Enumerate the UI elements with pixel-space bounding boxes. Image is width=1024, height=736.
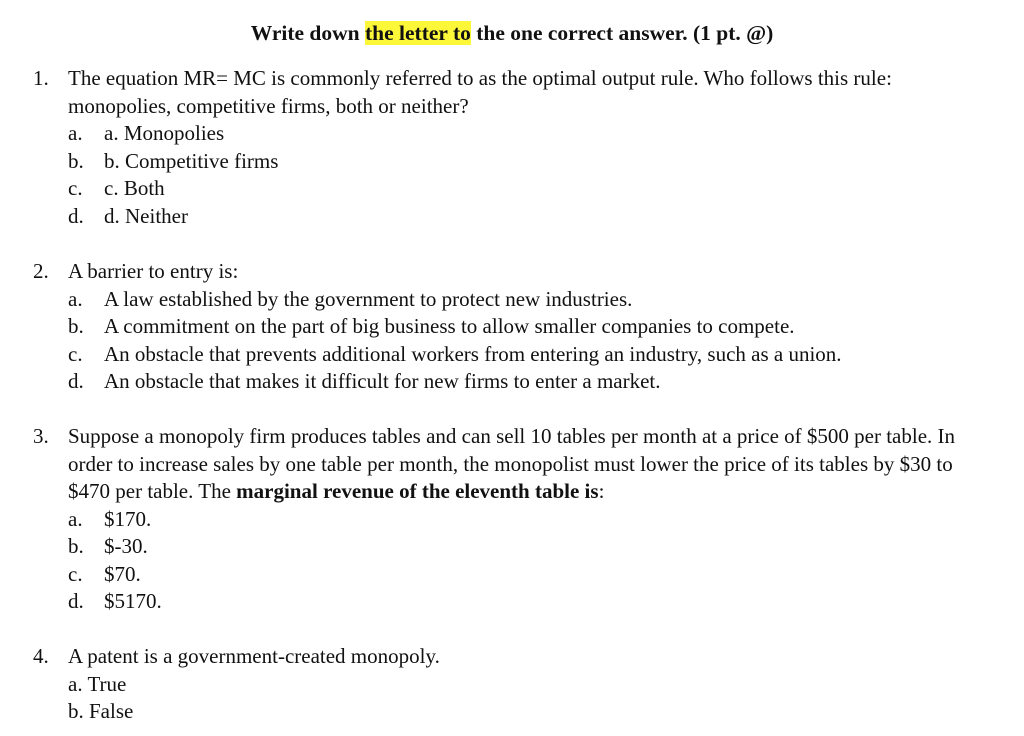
question-number: 2. xyxy=(33,259,49,283)
option-false[interactable] xyxy=(0,698,1024,726)
option-text: b. Competitive firms xyxy=(104,148,279,173)
option-text: b. False xyxy=(68,699,134,723)
option-text: A law established by the government to protect new industries. xyxy=(104,286,633,311)
question-text: A patent is a government-created monopoly. xyxy=(68,644,440,668)
question-text: A barrier to entry is: xyxy=(68,259,239,283)
option-text: $70. xyxy=(104,561,141,586)
option-letter: c. xyxy=(68,176,83,200)
question-stem xyxy=(0,423,1024,506)
options-list xyxy=(0,286,1024,396)
question-number: 3. xyxy=(33,424,49,448)
option-letter: b. xyxy=(68,534,84,558)
option-text: $5170. xyxy=(104,589,162,613)
question-stem xyxy=(0,258,1024,286)
option-a[interactable] xyxy=(0,286,1024,314)
options-list xyxy=(0,671,1024,726)
question-number: 4. xyxy=(33,644,49,668)
question-text: Suppose a monopoly firm produces tables and can sell 10 tables per month at a price of $500 per table. In order to increase sales by one table per month, the monopolist must lower the price of its tables by $30 to $470 per table. The xyxy=(68,424,956,503)
instructions-suffix: the one correct answer. (1 pt. @) xyxy=(470,21,774,45)
option-text: a. True xyxy=(68,671,127,696)
option-letter: a. xyxy=(68,121,83,145)
option-true[interactable] xyxy=(0,671,1024,699)
option-letter: b. xyxy=(68,314,84,338)
option-d[interactable] xyxy=(0,368,1024,396)
option-text: $-30. xyxy=(104,534,148,558)
option-text: a. Monopolies xyxy=(104,121,225,145)
question-stem xyxy=(0,643,1024,671)
question-1 xyxy=(0,65,1024,230)
question-text: The equation MR= MC is commonly referred to as the optimal output rule. Who follows this rule: monopolies, competitive firms, both or neither? xyxy=(68,66,892,118)
option-letter: b. xyxy=(68,148,84,173)
question-2 xyxy=(0,258,1024,396)
options-list xyxy=(0,506,1024,616)
option-c[interactable] xyxy=(0,175,1024,203)
option-text: $170. xyxy=(104,506,152,531)
instructions-highlight: the letter to xyxy=(365,21,471,45)
option-text: c. Both xyxy=(104,176,165,200)
question-text-emphasis: marginal revenue of the eleventh table is xyxy=(236,479,599,503)
question-stem xyxy=(0,65,1024,120)
option-letter: a. xyxy=(68,506,83,531)
option-b[interactable] xyxy=(0,313,1024,341)
option-letter: d. xyxy=(68,203,84,228)
option-letter: c. xyxy=(68,561,83,586)
option-b[interactable] xyxy=(0,148,1024,176)
question-text-end: : xyxy=(598,479,605,503)
option-text: A commitment on the part of big business to allow smaller companies to compete. xyxy=(104,314,795,338)
option-b[interactable] xyxy=(0,533,1024,561)
question-number: 1. xyxy=(33,66,49,90)
option-text: An obstacle that prevents additional workers from entering an industry, such as a union. xyxy=(104,341,842,366)
question-3 xyxy=(0,423,1024,616)
option-letter: c. xyxy=(68,341,83,366)
option-letter: a. xyxy=(68,286,83,311)
option-a[interactable] xyxy=(0,506,1024,534)
option-d[interactable] xyxy=(0,203,1024,231)
option-c[interactable] xyxy=(0,561,1024,589)
option-letter: d. xyxy=(68,589,84,613)
instructions-prefix: Write down xyxy=(250,21,365,45)
option-a[interactable] xyxy=(0,120,1024,148)
option-text: d. Neither xyxy=(104,203,188,228)
option-text: An obstacle that makes it difficult for new firms to enter a market. xyxy=(104,369,661,393)
option-d[interactable] xyxy=(0,588,1024,616)
option-c[interactable] xyxy=(0,341,1024,369)
options-list xyxy=(0,120,1024,230)
question-4 xyxy=(0,643,1024,726)
instructions-heading xyxy=(0,20,1024,47)
option-letter: d. xyxy=(68,369,84,393)
